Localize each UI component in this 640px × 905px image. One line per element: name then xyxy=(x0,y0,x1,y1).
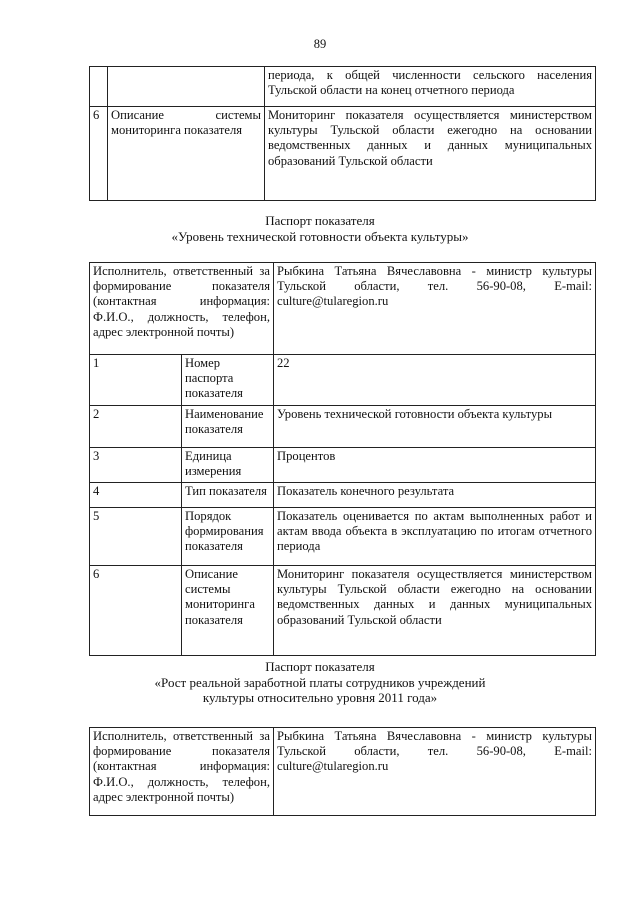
row-label: Описание системы мониторинга показателя xyxy=(182,566,274,656)
passport-22-title xyxy=(0,213,640,244)
passport-title-line: культуры относительно уровня 2011 года» xyxy=(202,690,438,705)
row-number: 3 xyxy=(90,447,182,482)
row-value: 22 xyxy=(274,355,596,406)
row-number: 1 xyxy=(90,355,182,406)
row-value: Уровень технической готовности объекта культуры xyxy=(274,405,596,447)
row-value: Мониторинг показателя осуществляется министерством культуры Тульской области ежегодно на основании ведомственных данных и данных муниципальных образований Тульской области xyxy=(265,107,596,201)
table-row xyxy=(90,447,596,482)
row-number: 2 xyxy=(90,405,182,447)
row-number xyxy=(90,67,108,107)
row-label: Наименование показателя xyxy=(182,405,274,447)
page-number: 89 xyxy=(313,37,327,51)
table-row xyxy=(90,355,596,406)
row-value: Показатель оценивается по актам выполненных работ и актам ввода объекта в эксплуатацию по итогам отчетного периода xyxy=(274,508,596,566)
passport-title-line: «Рост реальной заработной платы сотрудников учреждений xyxy=(154,674,486,690)
row-label: Описание системы мониторинга показателя xyxy=(108,107,265,201)
passport-22-table xyxy=(89,262,596,656)
executor-label: Исполнитель, ответственный за формирование показателя (контактная информация: Ф.И.О., должность, телефон, адрес электронной почты) xyxy=(90,263,274,355)
passport-23-title xyxy=(0,659,640,706)
executor-label: Исполнитель, ответственный за формирование показателя (контактная информация: Ф.И.О., должность, телефон, адрес электронной почты) xyxy=(90,728,274,816)
passport-title-line: Паспорт показателя xyxy=(265,213,375,228)
row-label: Единица измерения xyxy=(182,447,274,482)
table-row xyxy=(90,508,596,566)
row-value: Процентов xyxy=(274,447,596,482)
table-row xyxy=(90,566,596,656)
row-number: 6 xyxy=(90,107,108,201)
table-row xyxy=(90,67,596,107)
executor-value: Рыбкина Татьяна Вячеславовна - министр культуры Тульской области, тел. 56-90-08, E-mail: culture@tularegion.ru xyxy=(274,728,596,816)
table-row xyxy=(90,483,596,508)
row-value: периода, к общей численности сельского населения Тульской области на конец отчетного периода xyxy=(265,67,596,107)
row-number: 5 xyxy=(90,508,182,566)
table-row xyxy=(90,405,596,447)
passport-title-line: Паспорт показателя xyxy=(265,659,375,674)
table-continuation xyxy=(89,66,596,201)
executor-value: Рыбкина Татьяна Вячеславовна - министр культуры Тульской области, тел. 56-90-08, E-mail: culture@tularegion.ru xyxy=(274,263,596,355)
row-number: 4 xyxy=(90,483,182,508)
row-label: Порядок формирования показателя xyxy=(182,508,274,566)
row-label xyxy=(108,67,265,107)
executor-row xyxy=(90,728,596,816)
passport-23-table xyxy=(89,727,596,816)
passport-title-line: «Уровень технической готовности объекта культуры» xyxy=(171,228,469,244)
executor-row xyxy=(90,263,596,355)
row-label: Тип показателя xyxy=(182,483,274,508)
row-value: Мониторинг показателя осуществляется министерством культуры Тульской области ежегодно на основании ведомственных данных и данных муниципальных образований Тульской области xyxy=(274,566,596,656)
row-label: Номер паспорта показателя xyxy=(182,355,274,406)
row-value: Показатель конечного результата xyxy=(274,483,596,508)
row-number: 6 xyxy=(90,566,182,656)
table-row xyxy=(90,107,596,201)
